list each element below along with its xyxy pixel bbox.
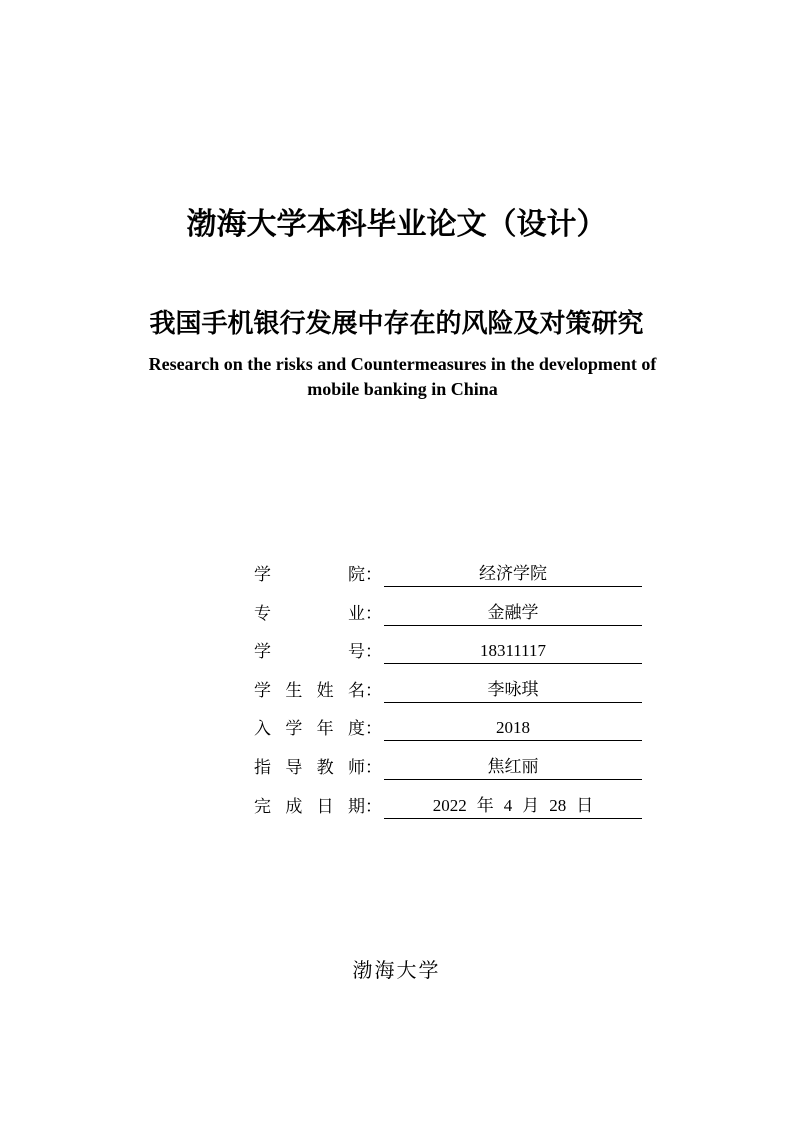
label-char: 度： (347, 719, 382, 740)
thesis-title-en-line2: mobile banking in China (307, 379, 498, 399)
student-name-label (254, 678, 382, 704)
date-year: 2022 (432, 795, 467, 815)
student-id-row (254, 637, 644, 676)
student-name-row (254, 676, 644, 715)
thesis-title-cn: 我国手机银行发展中存在的风险及对策研究 (149, 309, 644, 339)
label-char: 学 (285, 719, 303, 740)
completion-date-value (384, 794, 642, 819)
date-year-unit: 年 (476, 795, 494, 815)
thesis-title-en (96, 352, 709, 402)
label-char: 成 (285, 796, 303, 817)
label-char: 年 (316, 719, 334, 740)
date-month: 4 (503, 795, 513, 815)
student-id-value: 18311117 (384, 639, 642, 664)
label-char: 姓 (316, 680, 334, 701)
university-title: 渤海大学本科毕业论文（设计） (186, 207, 607, 242)
completion-date-label (254, 794, 382, 820)
advisor-value: 焦红丽 (384, 755, 642, 780)
enroll-year-value: 2018 (384, 716, 642, 741)
label-char: 师： (347, 757, 382, 778)
label-char: 专 (254, 603, 271, 624)
enroll-year-label (254, 716, 382, 742)
college-value: 经济学院 (384, 562, 642, 587)
college-row (254, 560, 644, 599)
label-char: 业： (348, 603, 382, 624)
label-char: 学 (254, 642, 271, 663)
label-char: 名： (347, 680, 382, 701)
date-month-unit: 月 (522, 795, 540, 815)
label-char: 号： (348, 642, 382, 663)
label-char: 完 (254, 796, 271, 817)
major-label (254, 601, 382, 627)
label-char: 学 (254, 565, 271, 585)
date-day-unit: 日 (576, 795, 594, 815)
label-char: 入 (254, 719, 271, 740)
enroll-year-row (254, 714, 644, 753)
footer-university: 渤海大学 (352, 958, 441, 982)
date-day: 28 (549, 795, 567, 815)
label-char: 学 (254, 680, 271, 701)
completion-date-row (254, 792, 644, 831)
thesis-title-en-line1: Research on the risks and Countermeasures in the development of (148, 354, 657, 374)
label-char: 日 (316, 796, 334, 817)
label-char: 生 (285, 680, 303, 701)
info-table (254, 560, 644, 830)
label-char: 院： (348, 565, 382, 585)
label-char: 导 (285, 757, 303, 778)
major-row (254, 599, 644, 638)
student-id-label (254, 639, 382, 665)
student-name-value: 李咏琪 (384, 678, 642, 703)
advisor-label (254, 755, 382, 781)
label-char: 指 (254, 757, 271, 778)
major-value: 金融学 (384, 601, 642, 626)
advisor-row (254, 753, 644, 792)
label-char: 教 (316, 757, 334, 778)
label-char: 期： (347, 796, 382, 817)
college-label (254, 562, 382, 588)
